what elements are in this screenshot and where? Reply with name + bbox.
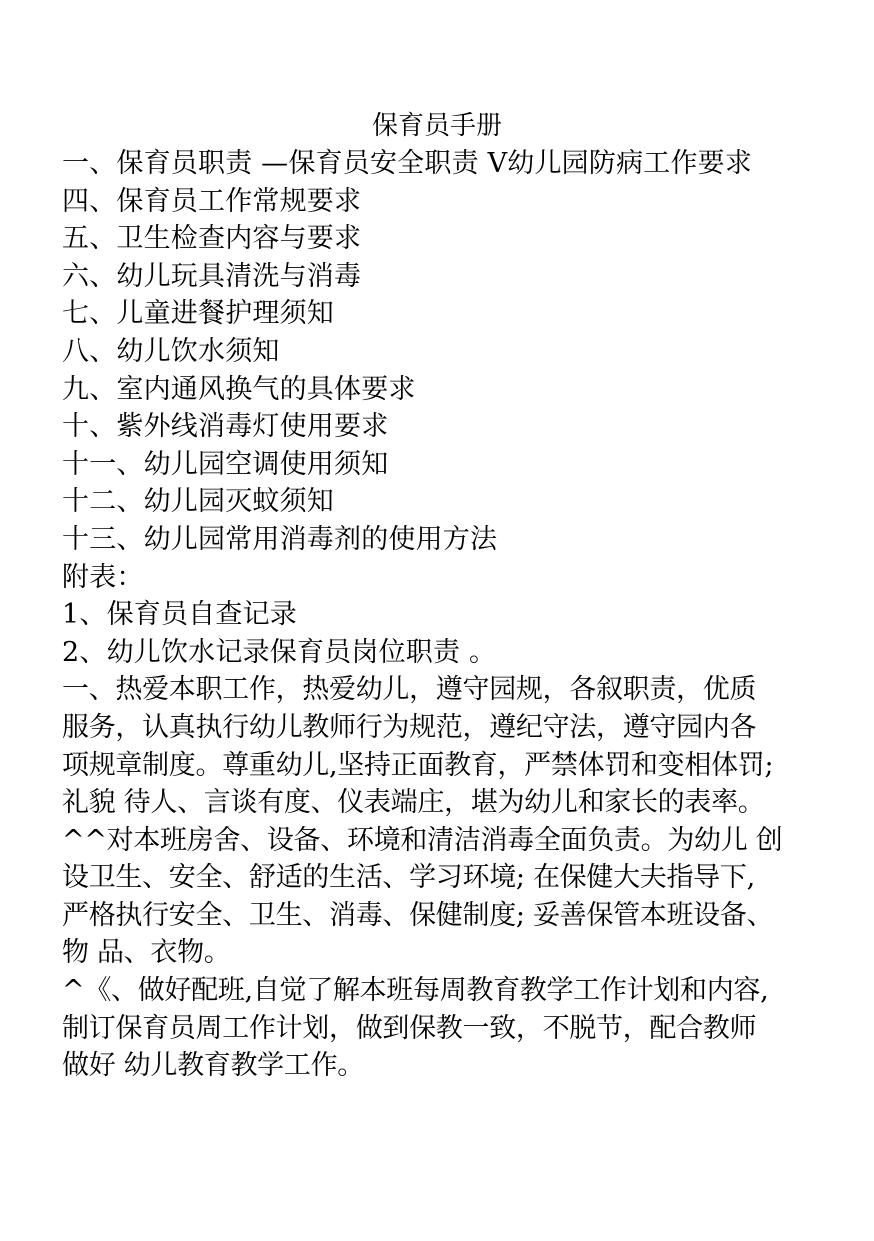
- text-line: 严格执行安全、卫生、消毒、保健制度; 妥善保管本班设备、: [62, 899, 774, 931]
- text-line: 1、保育员自查记录: [62, 599, 297, 631]
- text-line: 附表：: [62, 561, 144, 593]
- text-line: 十一、幼儿园空调使用须知: [62, 448, 389, 480]
- text-line: ^《、做好配班,自觉了解本班每周教育教学工作计划和内容,: [62, 975, 769, 1007]
- document-body: [62, 145, 852, 1085]
- text-line: 四、保育员工作常规要求: [62, 185, 362, 217]
- text-line: ^^对本班房舍、设备、环境和清洁消毒全面负责。为幼儿 创: [62, 824, 783, 856]
- text-line: 十三、幼儿园常用消毒剂的使用方法: [62, 523, 498, 555]
- text-line: 设卫生、安全、舒适的生活、学习环境; 在保健大夫指导下,: [62, 862, 755, 894]
- text-line: 十二、幼儿园灭蚊须知: [62, 486, 334, 518]
- text-line: 制订保育员周工作计划，做到保教一致，不脱节，配合教师: [62, 1012, 757, 1044]
- text-line: 五、卫生检查内容与要求: [62, 223, 362, 255]
- text-line: 做好 幼儿教育教学工作。: [62, 1050, 364, 1082]
- text-line: 2、幼儿饮水记录保育员岗位职责 。: [62, 636, 497, 668]
- text-line: 十、紫外线消毒灯使用要求: [62, 411, 389, 443]
- page-title: 保育员手册: [371, 111, 502, 141]
- text-line: 一、热爱本职工作，热爱幼儿，遵守园规，各叙职责，优质: [62, 674, 757, 706]
- text-line: 九、室内通风换气的具体要求: [62, 373, 416, 405]
- text-line: 服务，认真执行幼儿教师行为规范，遵纪守法，遵守园内各: [62, 711, 757, 743]
- text-line: 一、保育员职责 —保育员安全职责 V幼儿园防病工作要求: [62, 148, 753, 179]
- text-line: 礼貌 待人、言谈有度、仪表端庄，堪为幼儿和家长的表率。: [62, 787, 765, 819]
- text-line: 八、幼儿饮水须知: [62, 335, 280, 367]
- text-line: 项规章制度。尊重幼儿,坚持正面教育，严禁体罚和变相体罚;: [62, 749, 774, 781]
- text-line: 物 品、衣物。: [62, 937, 231, 969]
- text-line: 六、幼儿玩具清洗与消毒: [62, 260, 362, 292]
- text-line: 七、儿童进餐护理须知: [62, 298, 334, 330]
